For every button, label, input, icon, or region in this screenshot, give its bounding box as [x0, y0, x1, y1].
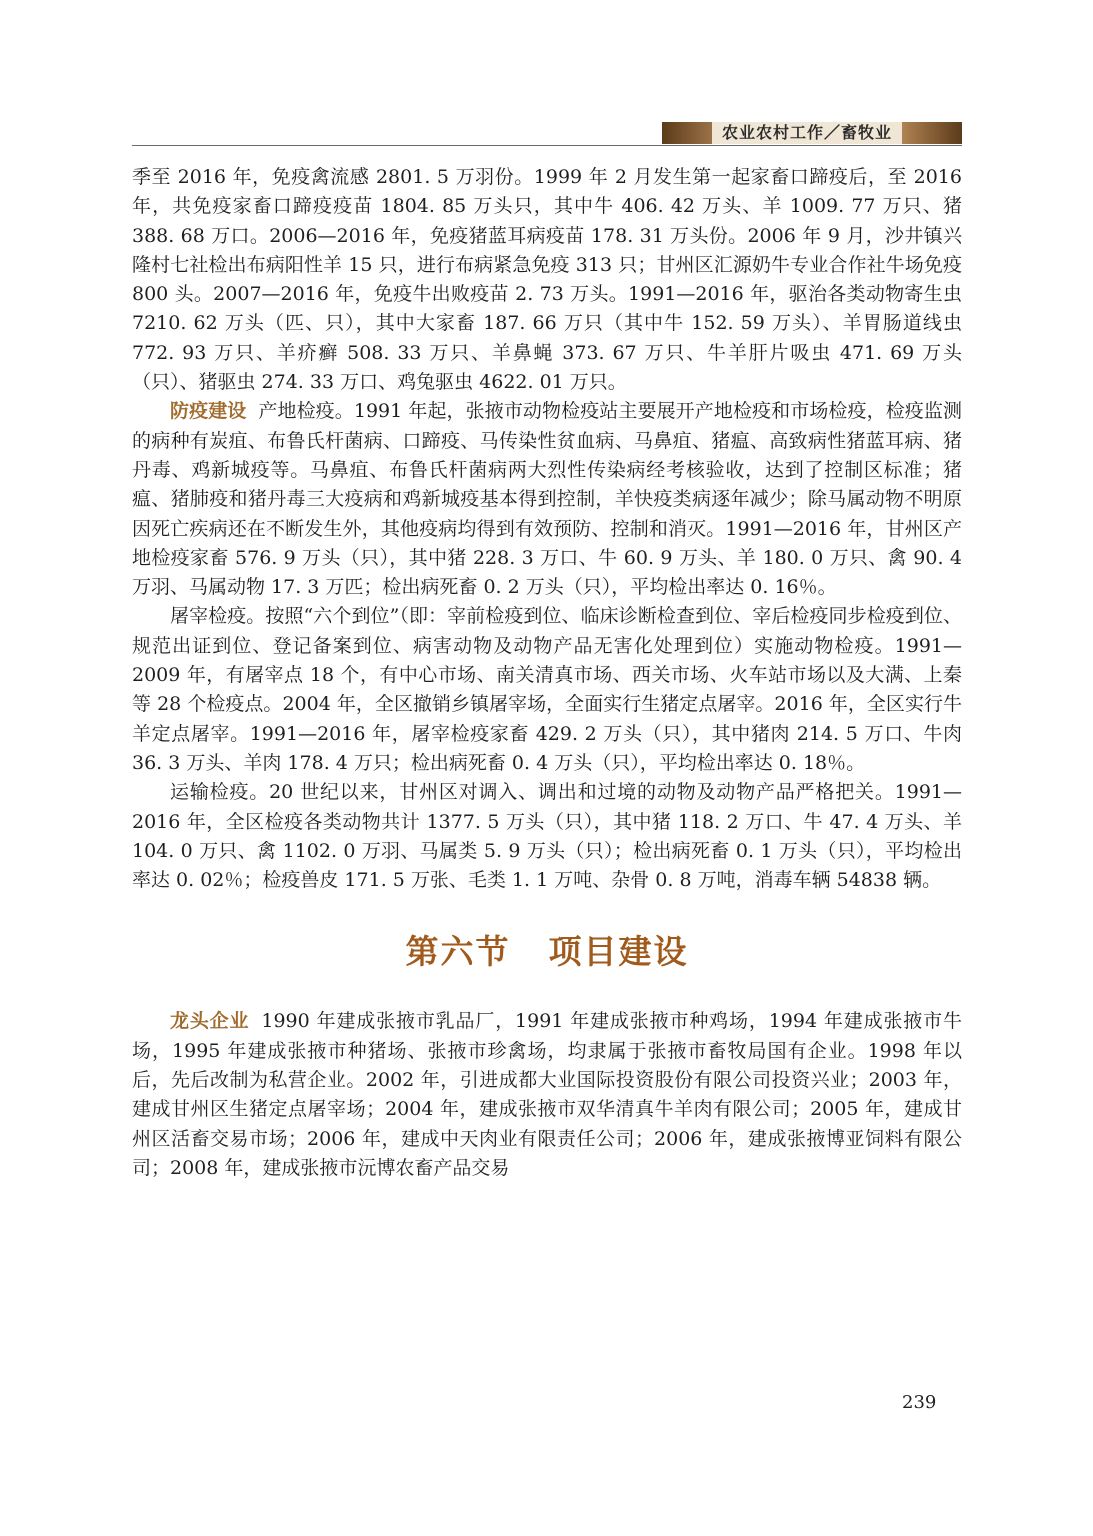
section-number: 第六节 — [405, 932, 511, 972]
paragraph-slaughter-inspection: 屠宰检疫。按照“六个到位”（即：宰前检疫到位、临床诊断检查到位、宰后检疫同步检疫到位、规范出证到位、登记备案到位、病害动物及动物产品无害化处理到位）实施动物检疫。1991—2009 年，有屠宰点 18 个，有中心市场、南关清真市场、西关市场、火车站市场以及大满、上秦等 28 个检疫点。2004 年，全区撤销乡镇屠宰场，全面实行生猪定点屠宰。2016 年，全区实行牛羊定点屠宰。1991—2016 年，屠宰检疫家畜 429. 2 万头（只），其中猪肉 214. 5 万口、牛肉 36. 3 万头、羊肉 178. 4 万只；检出病死畜 0. 4 万头（只），平均检出率达 0. 18％。 — [132, 605, 962, 774]
header-title: 农业农村工作／畜牧业 — [712, 122, 902, 144]
paragraph-epidemic-prevention — [132, 397, 962, 602]
section-title: 项目建设 — [548, 932, 689, 972]
section-heading — [132, 926, 962, 973]
page-body — [132, 163, 962, 1183]
paragraph-transport-inspection: 运输检疫。20 世纪以来，甘州区对调入、调出和过境的动物及动物产品严格把关。1991—2016 年，全区检疫各类动物共计 1377. 5 万头（只），其中猪 118. 2 万口、牛 47. 4 万头、羊 104. 0 万只、禽 1102. 0 万羽、马属类 5. 9 万头（只）；检出病死畜 0. 1 万头（只），平均检出率达 0. 02％；检疫兽皮 171. 5 万张、毛类 1. 1 万吨、杂骨 0. 8 万吨，消毒车辆 54838 辆。 — [132, 781, 962, 892]
longtou-text: 1990 年建成张掖市乳品厂，1991 年建成张掖市种鸡场，1994 年建成张掖市牛场，1995 年建成张掖市种猪场、张掖市珍禽场，均隶属于张掖市畜牧局国有企业。1998 年以后，先后改制为私营企业。2002 年，引进成都大业国际投资股份有限公司投资兴业；2003 年，建成甘州区生猪定点屠宰场；2004 年，建成张掖市双华清真牛羊肉有限公司；2005 年，建成甘州区活畜交易市场；2006 年，建成中天肉业有限责任公司；2006 年，建成张掖博亚饲料有限公司；2008 年，建成张掖市沅博农畜产品交易 — [132, 1010, 962, 1179]
running-header — [132, 118, 962, 146]
lead-term-longtou: 龙头企业 — [170, 1010, 250, 1033]
header-rule — [132, 145, 962, 146]
lead-term-fangyi: 防疫建设 — [170, 400, 247, 423]
paragraph-leading-enterprises — [132, 1007, 962, 1183]
page-number: 239 — [902, 1392, 937, 1413]
fangyi-text: 产地检疫。1991 年起，张掖市动物检疫站主要展开产地检疫和市场检疫，检疫监测的病种有炭疽、布鲁氏杆菌病、口蹄疫、马传染性贫血病、马鼻疽、猪瘟、高致病性猪蓝耳病、猪丹毒、鸡新城疫等。马鼻疽、布鲁氏杆菌病两大烈性传染病经考核验收，达到了控制区标准；猪瘟、猪肺疫和猪丹毒三大疫病和鸡新城疫基本得到控制，羊快疫类病逐年减少；除马属动物不明原因死亡疾病还在不断发生外，其他疫病均得到有效预防、控制和消灭。1991—2016 年，甘州区产地检疫家畜 576. 9 万头（只），其中猪 228. 3 万口、牛 60. 9 万头、羊 180. 0 万只、禽 90. 4 万羽、马属动物 17. 3 万匹；检出病死畜 0. 2 万头（只），平均检出率达 0. 16％。 — [132, 400, 962, 599]
paragraph-immunization: 季至 2016 年，免疫禽流感 2801. 5 万羽份。1999 年 2 月发生第一起家畜口蹄疫后，至 2016 年，共免疫家畜口蹄疫疫苗 1804. 85 万头只，其中牛 406. 42 万头、羊 1009. 77 万只、猪 388. 68 万口。2006—2016 年，免疫猪蓝耳病疫苗 178. 31 万头份。2006 年 9 月，沙井镇兴隆村七社检出布病阳性羊 15 只，进行布病紧急免疫 313 只；甘州区汇源奶牛专业合作社牛场免疫 800 头。2007—2016 年，免疫牛出败疫苗 2. 73 万头。1991—2016 年，驱治各类动物寄生虫 7210. 62 万头（匹、只），其中大家畜 187. 66 万只（其中牛 152. 59 万头）、羊胃肠道线虫 772. 93 万只、羊疥癣 508. 33 万只、羊鼻蝇 373. 67 万只、牛羊肝片吸虫 471. 69 万头（只）、猪驱虫 274. 33 万口、鸡兔驱虫 4622. 01 万只。 — [132, 166, 962, 394]
